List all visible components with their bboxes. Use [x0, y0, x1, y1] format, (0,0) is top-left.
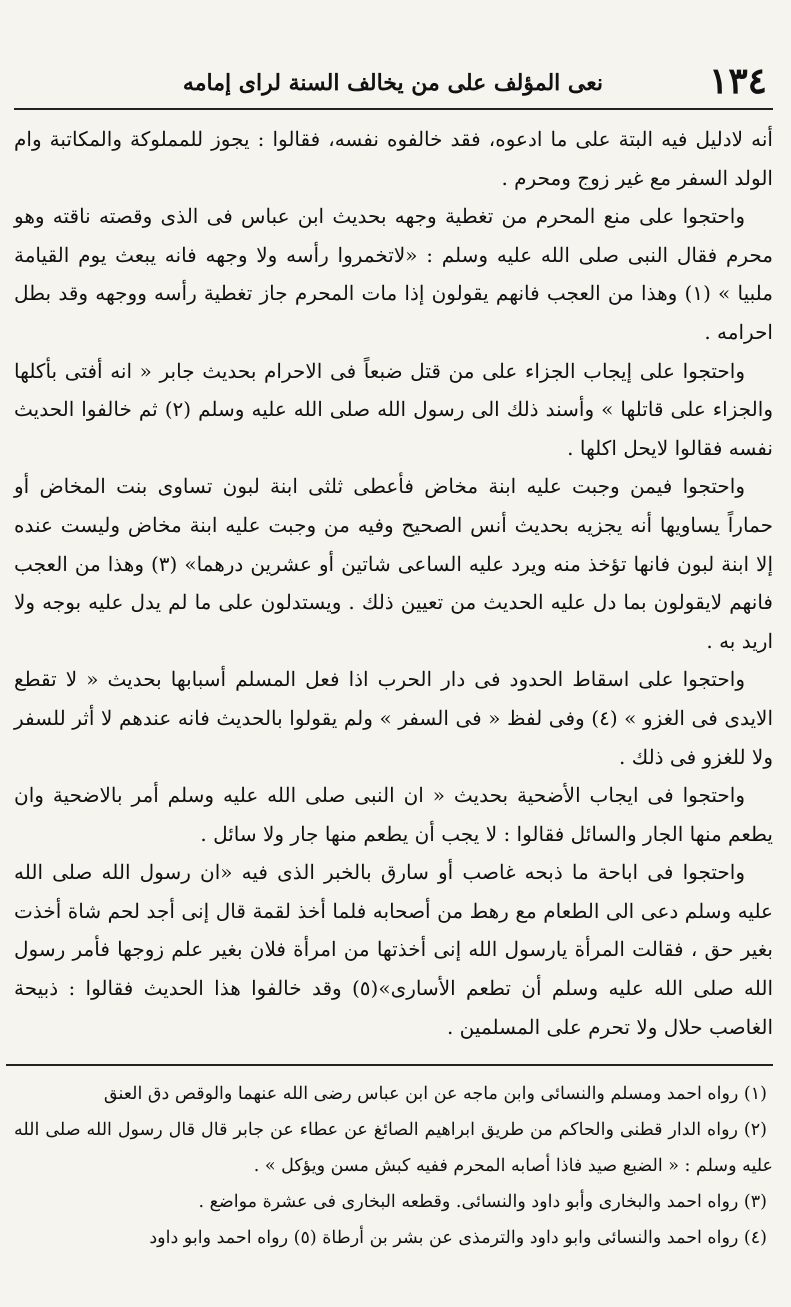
- footnote-divider: [6, 1064, 773, 1066]
- page-header: [14, 58, 773, 110]
- main-text: [14, 120, 773, 1046]
- footnote: (٤) رواه احمد والنسائى وابو داود والترمذى عن بشر بن أرطاة (٥) رواه احمد وابو داود: [149, 1228, 767, 1248]
- paragraph: واحتجوا على اسقاط الحدود فى دار الحرب اذا فعل المسلم أسبابها بحديث « لا تقطع الايدى فى الغزو » (٤) وفى لفظ « فى السفر » ولم يقولوا بالحديث فانه عندهم لا أثر للسفر ولا للغزو فى ذلك .: [14, 667, 773, 769]
- paragraph: واحتجوا على منع المحرم من تغطية وجهه بحديث ابن عباس فى الذى وقصته ناقته وهو محرم فقال النبى صلى الله عليه وسلم : «لاتخمروا رأسه ولا وجهه فانه يبعث يوم القيامة ملبيا » (١) وهذا من العجب فانهم يقولون إذا مات المحرم جاز تغطية رأسه ووجهه وقد بطل احرامه .: [14, 204, 773, 344]
- page-number: ١٣٤: [708, 60, 767, 102]
- footnote: (٣) رواه احمد والبخارى وأبو داود والنسائى. وقطعه البخارى فى عشرة مواضع .: [198, 1192, 767, 1212]
- footnote: (٢) رواه الدار قطنى والحاكم من طريق ابراهيم الصائغ عن عطاء عن جابر قال قال رسول الله صلى الله عليه وسلم : « الضبع صيد فاذا أصابه المحرم ففيه كبش مسن ويؤكل » .: [14, 1120, 773, 1176]
- paragraph: واحتجوا على إيجاب الجزاء على من قتل ضبعاً فى الاحرام بحديث جابر « انه أفتى بأكلها والجزاء على قاتلها » وأسند ذلك الى رسول الله صلى الله عليه وسلم (٢) ثم خالفوا الحديث نفسه فقالوا لايحل اكلها .: [14, 358, 773, 460]
- footnote: (١) رواه احمد ومسلم والنسائى وابن ماجه عن ابن عباس رضى الله عنهما والوقص دق العنق: [103, 1084, 767, 1104]
- footnotes: [14, 1076, 773, 1256]
- paragraph: واحتجوا فى ايجاب الأضحية بحديث « ان النبى صلى الله عليه وسلم أمر بالاضحية وان يطعم منها الجار والسائل فقالوا : لا يجب أن يطعم منها جار ولا سائل .: [14, 783, 773, 846]
- paragraph: واحتجوا فى اباحة ما ذبحه غاصب أو سارق بالخبر الذى فيه «ان رسول الله صلى الله عليه وسلم دعى الى الطعام مع رهط من أصحابه فلما أخذ لقمة قال إنى أجد لحم شاة أخذت بغير حق ، فقالت المرأة يارسول الله إنى أخذتها من امرأة فلان بغير علم زوجها فأمر رسول الله صلى الله عليه وسلم أن تطعم الأسارى»(٥) وقد خالفوا هذا الحديث فقالوا : ذبيحة الغاصب حلال ولا تحرم على المسلمين .: [14, 860, 773, 1039]
- paragraph: واحتجوا فيمن وجبت عليه ابنة مخاض فأعطى ثلثى ابنة لبون تساوى بنت المخاض أو حماراً يساويها أنه يجزيه بحديث أنس الصحيح وفيه من وجبت عليه ابنة مخاض وليست عنده إلا ابنة لبون فانها تؤخذ منه ويرد عليه الساعى شاتين أو عشرين درهما» (٣) وهذا من العجب فانهم لايقولون بما دل عليه الحديث من تعيين ذلك . ويستدلون على ما لم يدل عليه بوجه ولا اريد به .: [14, 474, 774, 653]
- paragraph: أنه لادليل فيه البتة على ما ادعوه، فقد خالفوه نفسه، فقالوا : يجوز للمملوكة والمكاتبة وام الولد السفر مع غير زوج ومحرم .: [14, 127, 773, 190]
- running-title: نعى المؤلف على من يخالف السنة لراى إمامه: [182, 70, 603, 96]
